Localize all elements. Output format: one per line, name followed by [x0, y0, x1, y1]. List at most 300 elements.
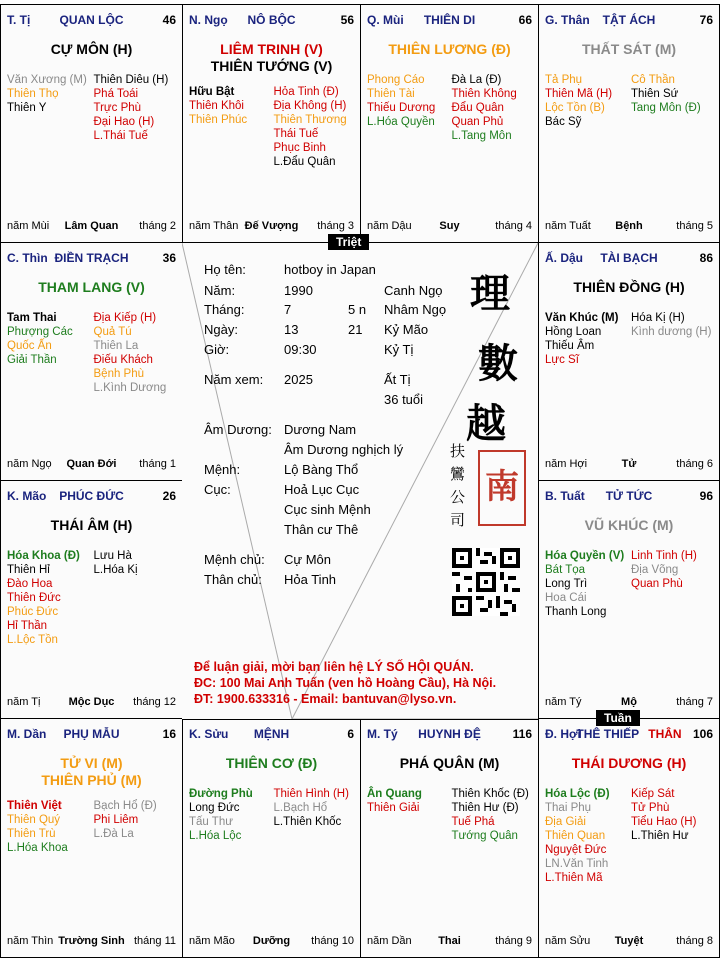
minor-star: Đà La (Đ) [451, 74, 502, 86]
palace-year: năm Thân [189, 220, 239, 232]
than-marker: THÂN [648, 727, 682, 741]
palace-footer [189, 935, 354, 949]
palace-month: tháng 12 [133, 696, 176, 708]
palace-header [7, 251, 176, 267]
year-value: 1990 [284, 283, 313, 298]
palace-name [545, 13, 713, 27]
minor-stars-left [7, 311, 92, 367]
minor-stars-left [189, 787, 272, 843]
cuc-label: Cục: [204, 482, 231, 497]
palace-mui [360, 4, 539, 243]
minor-star: Thiên Tài [367, 88, 415, 100]
minor-star: Ân Quang [367, 788, 422, 800]
main-star: THÁI DƯƠNG (H) [571, 755, 687, 771]
hour-can: Kỷ Tị [384, 342, 414, 357]
minor-star: Hóa Khoa (Đ) [7, 550, 80, 562]
palace-age: 86 [699, 251, 713, 265]
main-stars [539, 755, 719, 772]
palace-name-text: PHÚC ĐỨC [59, 489, 124, 503]
palace-name-text: TỬ TỨC [605, 489, 653, 503]
palace-name [7, 13, 176, 27]
palace-footer [189, 220, 354, 234]
palace-name-text: NÔ BỘC [247, 13, 296, 27]
palace-header [545, 489, 713, 505]
main-stars [539, 279, 719, 296]
contact-phone-email: ĐT: 1900.633316 - Email: bantuvan@lyso.vn. [194, 692, 457, 706]
minor-star: Địa Võng [631, 564, 679, 576]
palace-branch: B. Tuất [545, 489, 585, 503]
minor-stars-left [189, 85, 272, 127]
palace-stage: Quan Đới [66, 458, 117, 470]
main-star: CỰ MÔN (H) [50, 41, 133, 57]
minor-star: Thiên Khôi [189, 100, 244, 112]
palace-footer [7, 696, 176, 710]
palace-stage: Đế Vượng [244, 220, 299, 232]
palace-name [189, 727, 354, 741]
palace-branch: N. Ngọ [189, 13, 228, 27]
minor-star: Tướng Quân [451, 830, 518, 842]
palace-name [189, 13, 354, 27]
palace-age: 96 [699, 489, 713, 503]
minor-star: Hỉ Thần [7, 620, 48, 632]
minor-star: L.Đà La [93, 828, 134, 840]
palace-name-text: TÀI BẠCH [600, 251, 658, 265]
palace-name [7, 489, 176, 503]
minor-stars-left [7, 549, 92, 647]
main-stars [183, 755, 360, 772]
palace-header [7, 489, 176, 505]
palace-year: năm Ngọ [7, 458, 52, 470]
palace-dan [0, 718, 183, 958]
minor-star: Phượng Các [7, 326, 73, 338]
minor-star: Hồng Loan [545, 326, 602, 338]
minor-star: Phục Binh [273, 142, 326, 154]
minor-star: Lộc Tồn (B) [545, 102, 605, 114]
main-stars [1, 517, 182, 534]
minor-stars-left [367, 787, 450, 815]
palace-name [545, 251, 713, 265]
minor-star: Thiên Không [451, 88, 517, 100]
minor-star: L.Thiên Hư [631, 830, 689, 842]
palace-month: tháng 6 [676, 458, 713, 470]
minor-stars-left [545, 73, 629, 129]
minor-star: Tiểu Hao (H) [631, 816, 697, 828]
minor-star: Thiên Quan [545, 830, 606, 842]
red-seal: 南 [478, 450, 526, 526]
minor-star: Kiếp Sát [631, 788, 675, 800]
minor-star: Đại Hao (H) [93, 116, 155, 128]
minor-star: Văn Khúc (M) [545, 312, 619, 324]
minor-star: Hóa Lộc (Đ) [545, 788, 610, 800]
minor-star: Thanh Long [545, 606, 607, 618]
thanchu-value: Hỏa Tinh [284, 572, 337, 587]
palace-footer [367, 220, 532, 234]
palace-branch: M. Dần [7, 727, 47, 741]
minor-stars-right [272, 787, 357, 829]
main-star: PHÁ QUÂN (M) [399, 755, 500, 771]
minor-star: Phi Liêm [93, 814, 139, 826]
palace-month: tháng 2 [139, 220, 176, 232]
palace-age: 56 [340, 13, 354, 27]
palace-month: tháng 4 [495, 220, 532, 232]
minor-stars-right [629, 787, 715, 843]
main-stars [539, 41, 719, 58]
minor-star: Thái Tuế [273, 128, 319, 140]
palace-branch: K. Sửu [189, 727, 229, 741]
main-star: THAM LANG (V) [38, 279, 145, 295]
minor-stars-right [450, 787, 535, 843]
cuc-value: Hoả Lục Cục [284, 482, 360, 497]
main-star: TỬ VI (M) [60, 755, 123, 771]
minor-star: Thiếu Âm [545, 340, 595, 352]
minor-star: Thiên Thương [273, 114, 347, 126]
palace-month: tháng 1 [139, 458, 176, 470]
year-can: Canh Ngọ [384, 283, 443, 298]
minor-star: Thiên Đức [7, 592, 61, 604]
main-star: VŨ KHÚC (M) [584, 517, 674, 533]
main-star: LIÊM TRINH (V) [220, 41, 323, 57]
palace-mao [0, 480, 183, 719]
minor-star: Hóa Kị (H) [631, 312, 685, 324]
palace-age: 66 [518, 13, 532, 27]
minor-star: Thiên Hỉ [7, 564, 50, 576]
palace-footer [545, 220, 713, 234]
minor-star: Thiên Quý [7, 814, 61, 826]
minor-star: Thiên Thọ [7, 88, 59, 100]
minor-star: Thiên Y [7, 102, 47, 114]
minor-stars-left [545, 787, 629, 885]
palace-stage: Dưỡng [252, 935, 291, 947]
minor-stars-right [629, 549, 715, 591]
view-year-value: 2025 [284, 372, 313, 387]
palace-stage: Tử [621, 458, 637, 470]
palace-name-text: THÊ THIẾP [576, 727, 639, 741]
minor-star: Bệnh Phù [93, 368, 145, 380]
palace-age: 6 [347, 727, 354, 741]
palace-name [545, 489, 713, 503]
minor-star: Phá Toái [93, 88, 139, 100]
palace-footer [545, 696, 713, 710]
view-year-label: Năm xem: [204, 372, 264, 387]
month-n: 5 n [348, 302, 367, 317]
minor-star: Bát Tọa [545, 564, 586, 576]
minor-star: Thiên Giải [367, 802, 420, 814]
palace-branch: K. Mão [7, 489, 47, 503]
minor-star: Cô Thần [631, 74, 675, 86]
palace-month: tháng 7 [676, 696, 713, 708]
palace-stage: Mộc Dục [68, 696, 115, 708]
palace-footer [545, 935, 713, 949]
palace-name-text: PHỤ MẪU [63, 727, 120, 741]
palace-dau [538, 242, 720, 481]
palace-stage: Trường Sinh [58, 935, 125, 947]
than-position: Thân cư Thê [284, 522, 359, 537]
main-stars [1, 279, 182, 296]
palace-footer [367, 935, 532, 949]
minor-star: Điếu Khách [93, 354, 153, 366]
minor-star: Thiên Phúc [189, 114, 248, 126]
palace-ty [0, 4, 183, 243]
palace-month: tháng 5 [676, 220, 713, 232]
contact-address: ĐC: 100 Mai Anh Tuấn (ven hồ Hoàng Cầu), Hà Nội. [194, 676, 497, 690]
minor-stars-left [7, 73, 92, 115]
minor-star: Bạch Hổ (Đ) [93, 800, 157, 812]
palace-name-text: MỆNH [253, 727, 290, 741]
minor-stars-left [545, 549, 629, 619]
minor-star: Linh Tinh (H) [631, 550, 697, 562]
hour-label: Giờ: [204, 342, 230, 357]
minor-star: Thiên Trù [7, 828, 56, 840]
palace-name [7, 251, 176, 265]
day-n: 21 [348, 322, 363, 337]
palace-header [367, 13, 532, 29]
day-can: Kỷ Mão [384, 322, 429, 337]
minor-stars-left [545, 311, 629, 367]
main-stars [1, 755, 182, 789]
name-label: Họ tên: [204, 262, 246, 277]
palace-year: năm Tị [7, 696, 41, 708]
palace-year: năm Thìn [7, 935, 54, 947]
minor-star: L.Thiên Mã [545, 872, 603, 884]
minor-star: Tam Thai [7, 312, 57, 324]
palace-name-text: QUAN LỘC [59, 13, 124, 27]
minor-star: LN.Văn Tinh [545, 858, 609, 870]
minor-star: Bác Sỹ [545, 116, 582, 128]
minor-star: L.Hóa Quyền [367, 116, 435, 128]
palace-header [7, 727, 176, 743]
minor-stars-right [629, 73, 715, 115]
palace-stage: Tuyệt [614, 935, 644, 947]
view-age: 36 tuổi [384, 392, 424, 407]
palace-branch: Q. Mùi [367, 13, 404, 27]
calligraphy-char-2: 數 [478, 340, 518, 387]
minor-star: Trực Phù [93, 102, 142, 114]
minor-star: Tấu Thư [189, 816, 233, 828]
main-stars [1, 41, 182, 58]
minor-star: Thiên Khốc (Đ) [451, 788, 529, 800]
palace-name-text: HUYNH ĐỆ [418, 727, 481, 741]
minor-star: L.Kình Dương [93, 382, 167, 394]
minor-stars-left [367, 73, 450, 129]
minor-star: Tuế Phá [451, 816, 495, 828]
palace-branch: C. Thìn [7, 251, 48, 265]
palace-header [367, 727, 532, 743]
minor-star: Thiên Mã (H) [545, 88, 613, 100]
palace-header [545, 251, 713, 267]
main-stars [361, 755, 538, 772]
palace-header [189, 727, 354, 743]
thanchu-label: Thân chủ: [204, 572, 262, 587]
palace-footer [7, 935, 176, 949]
palace-ti [360, 718, 539, 958]
main-star: THÁI ÂM (H) [50, 517, 133, 533]
minor-stars-right [92, 73, 179, 143]
minor-star: Đẩu Quân [451, 102, 504, 114]
palace-stage: Bệnh [615, 220, 643, 232]
palace-footer [7, 220, 176, 234]
minor-star: Phúc Đức [7, 606, 59, 618]
palace-name-text: THIÊN DI [423, 13, 476, 27]
hour-value: 09:30 [284, 342, 317, 357]
minor-star: Thiếu Dương [367, 102, 436, 114]
palace-month: tháng 9 [495, 935, 532, 947]
palace-header [545, 727, 713, 743]
palace-age: 116 [512, 727, 532, 741]
palace-year: năm Dậu [367, 220, 412, 232]
minor-star: Thiên Hình (H) [273, 788, 349, 800]
minor-stars-right [629, 311, 715, 339]
palace-stage: Suy [439, 220, 460, 232]
palace-stage: Lâm Quan [64, 220, 119, 232]
main-stars [361, 41, 538, 58]
minor-star: Tả Phụ [545, 74, 583, 86]
minor-star: L.Hóa Lộc [189, 830, 242, 842]
minor-stars-right [450, 73, 535, 143]
palace-name-text: ĐIỀN TRẠCH [54, 251, 129, 265]
main-star: THIÊN PHỦ (M) [41, 772, 142, 788]
main-star: THIÊN LƯƠNG (Đ) [388, 41, 511, 57]
palace-branch: G. Thân [545, 13, 590, 27]
amduong-relation: Âm Dương nghịch lý [284, 442, 404, 457]
minor-star: Văn Xương (M) [7, 74, 87, 86]
menhchu-label: Mệnh chủ: [204, 552, 265, 567]
palace-year: năm Hợi [545, 458, 588, 470]
minor-star: Địa Kiếp (H) [93, 312, 157, 324]
menh-label: Mệnh: [204, 462, 241, 477]
main-stars [539, 517, 719, 534]
palace-suu [182, 718, 361, 958]
palace-hoi [538, 718, 720, 958]
palace-name-text: TẬT ÁCH [602, 13, 656, 27]
palace-month: tháng 3 [317, 220, 354, 232]
minor-star: L.Đẩu Quân [273, 156, 336, 168]
menhchu-value: Cự Môn [284, 552, 331, 567]
palace-year: năm Mão [189, 935, 235, 947]
palace-name [545, 727, 713, 741]
minor-star: Quan Phủ [451, 116, 504, 128]
minor-star: Thiên Diêu (H) [93, 74, 169, 86]
minor-star: Quốc Ấn [7, 340, 52, 352]
main-star: THIÊN ĐỒNG (H) [573, 279, 685, 295]
palace-branch: Đ. Hợi [545, 727, 581, 741]
palace-branch: Ấ. Dậu [545, 251, 584, 265]
minor-star: Đào Hoa [7, 578, 53, 590]
month-label: Tháng: [204, 302, 245, 317]
main-star: THIÊN CƠ (Đ) [225, 755, 318, 771]
palace-month: tháng 10 [311, 935, 354, 947]
minor-star: L.Thái Tuế [93, 130, 148, 142]
palace-year: năm Tý [545, 696, 582, 708]
minor-stars-right [92, 549, 179, 577]
minor-star: Quan Phù [631, 578, 683, 590]
view-year-can: Ất Tị [384, 372, 411, 387]
minor-star: Tang Môn (Đ) [631, 102, 701, 114]
minor-star: Nguyệt Đức [545, 844, 607, 856]
palace-name [367, 13, 532, 27]
palace-month: tháng 11 [133, 935, 176, 947]
minor-star: Hóa Quyền (V) [545, 550, 625, 562]
tuan-marker: Tuần [596, 710, 640, 726]
palace-age: 26 [162, 489, 176, 503]
palace-name [367, 727, 532, 741]
seal-side-text: 扶鸞公司 [450, 442, 466, 529]
palace-age: 16 [162, 727, 176, 741]
minor-star: Thiên Sứ [631, 88, 679, 100]
palace-year: năm Tuất [545, 220, 591, 232]
palace-stage: Mộ [621, 696, 637, 708]
cuc-relation: Cục sinh Mệnh [284, 502, 371, 517]
month-value: 7 [284, 302, 292, 317]
palace-header [189, 13, 354, 29]
minor-star: Phong Cáo [367, 74, 425, 86]
palace-branch: T. Tị [7, 13, 31, 27]
minor-star: Hữu Bật [189, 86, 235, 98]
minor-star: Thiên Hư (Đ) [451, 802, 519, 814]
main-star: THIÊN TƯỚNG (V) [210, 58, 333, 74]
minor-star: Long Trì [545, 578, 588, 590]
minor-star: Quả Tú [93, 326, 132, 338]
minor-star: Địa Không (H) [273, 100, 347, 112]
minor-star: Kình dương (H) [631, 326, 712, 338]
palace-year: năm Sửu [545, 935, 591, 947]
month-can: Nhâm Ngọ [384, 302, 447, 317]
minor-star: Thai Phụ [545, 802, 592, 814]
minor-star: Địa Giải [545, 816, 586, 828]
palace-than [538, 4, 720, 243]
palace-tuat [538, 480, 720, 719]
triet-marker: Triệt [328, 234, 369, 250]
minor-star: L.Bạch Hổ [273, 802, 328, 814]
palace-header [7, 13, 176, 29]
minor-star: L.Tang Môn [451, 130, 512, 142]
palace-age: 76 [699, 13, 713, 27]
palace-footer [545, 458, 713, 472]
minor-star: L.Hóa Khoa [7, 842, 68, 854]
minor-stars-right [92, 311, 179, 395]
palace-stage: Thai [438, 935, 461, 947]
minor-star: Tử Phù [631, 802, 670, 814]
menh-value: Lộ Bàng Thổ [284, 462, 359, 477]
minor-star: Thiên Việt [7, 800, 62, 812]
name-value: hotboy in Japan [284, 262, 376, 277]
palace-name [7, 727, 176, 741]
minor-star: Long Đức [189, 802, 240, 814]
minor-star: Hoa Cái [545, 592, 587, 604]
minor-star: Lưu Hà [93, 550, 132, 562]
minor-star: Hỏa Tinh (Đ) [273, 86, 339, 98]
qr-code-icon [452, 548, 520, 616]
amduong-value: Dương Nam [284, 422, 357, 437]
palace-year: năm Dần [367, 935, 412, 947]
minor-star: Giải Thần [7, 354, 57, 366]
palace-thin [0, 242, 183, 481]
contact-intro: Để luận giải, mời bạn liên hệ LÝ SỐ HỘI QUÁN. [194, 660, 474, 674]
palace-year: năm Mùi [7, 220, 50, 232]
minor-stars-right [92, 799, 179, 841]
minor-star: L.Thiên Khốc [273, 816, 342, 828]
day-value: 13 [284, 322, 299, 337]
palace-age: 106 [692, 727, 713, 741]
calligraphy-char-3: 越 [466, 400, 506, 447]
minor-star: L.Lộc Tồn [7, 634, 58, 646]
minor-star: Lực Sĩ [545, 354, 579, 366]
palace-footer [7, 458, 176, 472]
main-stars [183, 41, 360, 75]
minor-star: L.Hóa Kị [93, 564, 138, 576]
minor-star: Thiên La [93, 340, 139, 352]
main-star: THẤT SÁT (M) [581, 41, 677, 57]
palace-age: 36 [162, 251, 176, 265]
